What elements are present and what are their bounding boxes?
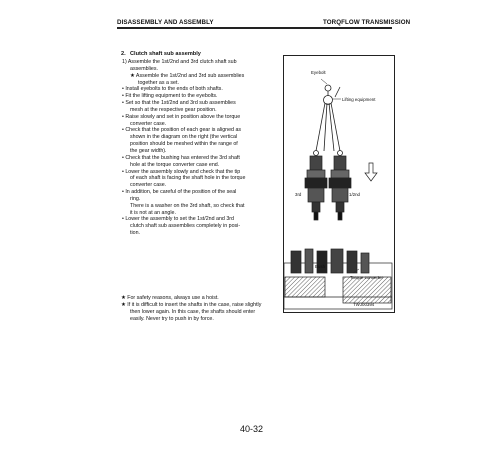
instruction-line: • Lower the assembly slowly and check that the tip (122, 168, 241, 175)
lifting-chains (316, 85, 340, 151)
leader-eyebolt (321, 79, 327, 84)
instruction-line: the gear width). (130, 147, 167, 154)
section-heading (121, 51, 201, 57)
instruction-line: • Lower the assembly to set the 1st/2nd and 3rd (122, 216, 234, 223)
header-rule (117, 27, 392, 29)
instruction-line: • Install eyebolts to the ends of both shafts. (122, 86, 223, 93)
shaft-assemblies (305, 156, 351, 220)
instruction-line: assemblies. (130, 65, 158, 72)
label-torque-converter: Torque converter (350, 275, 383, 280)
instruction-line: ★ Assemble the 1st/2nd and 3rd sub assemblies (130, 72, 245, 79)
section-title: Clutch shaft sub assembly (130, 51, 201, 57)
instruction-line: it is not at an angle. (130, 209, 176, 216)
instruction-line: converter case. (130, 182, 167, 189)
instruction-line: mesh at the respective gear position. (130, 106, 217, 113)
instruction-line: of each shaft is facing the shaft hole in the torque (130, 175, 246, 182)
notes-block (121, 295, 271, 322)
instruction-line: converter case. (130, 120, 167, 127)
instruction-line: clutch shaft sub assemblies completely in posi- (130, 223, 241, 230)
page-number: 40-32 (240, 424, 264, 434)
instruction-line: tion. (130, 230, 141, 237)
note-insert-shafts: ★ If it is difficult to insert the shafts in the case, raise slightly then lower again. In this case, the shafts should enter easily. Never try to push in by force. (121, 301, 262, 322)
label-lifting-equipment: Lifting equipment (342, 97, 376, 102)
section-number: 2. (121, 51, 126, 57)
header-right-title: TORQFLOW TRANSMISSION (323, 19, 411, 26)
instruction-line: hole at the torque converter case end. (130, 161, 220, 168)
label-bush: Bush (315, 264, 326, 269)
instruction-line: ring. (130, 195, 141, 202)
eyebolts (314, 151, 343, 156)
label-1-2nd: 1/2nd (349, 192, 360, 197)
figure-code: TWJ00394 (353, 302, 375, 307)
instruction-line: together as a set. (138, 79, 179, 86)
instruction-line: position should be meshed within the range of (130, 141, 238, 148)
note-safety: ★ For safety reasons, always use a hoist. (121, 295, 219, 301)
down-arrow-icon (365, 163, 377, 181)
header-left-title: DISASSEMBLY AND ASSEMBLY (117, 19, 214, 26)
instruction-text (121, 59, 273, 237)
label-eyebolt: Eyebolt (311, 70, 326, 75)
instruction-line: • Raise slowly and set in position above the torque (122, 113, 241, 120)
instruction-line: shown in the diagram on the right (the vertical (130, 134, 238, 141)
instruction-line: • Set so that the 1st/2nd and 3rd sub assemblies (122, 100, 236, 107)
instruction-line: • In addition, be careful of the position of the seal (122, 189, 237, 196)
instruction-line: • Check that the position of each gear is aligned as (122, 127, 242, 134)
instruction-line: 1) Assemble the 1st/2nd and 3rd clutch shaft sub (122, 59, 237, 65)
instruction-line: There is a washer on the 3rd shaft, so check that (130, 202, 245, 209)
assembly-diagram (283, 55, 394, 312)
label-3rd: 3rd (295, 192, 302, 197)
instruction-line: • Check that the bushing has entered the 3rd shaft (122, 154, 240, 161)
instruction-line: • Fit the lifting equipment to the eyebolts. (122, 93, 218, 100)
